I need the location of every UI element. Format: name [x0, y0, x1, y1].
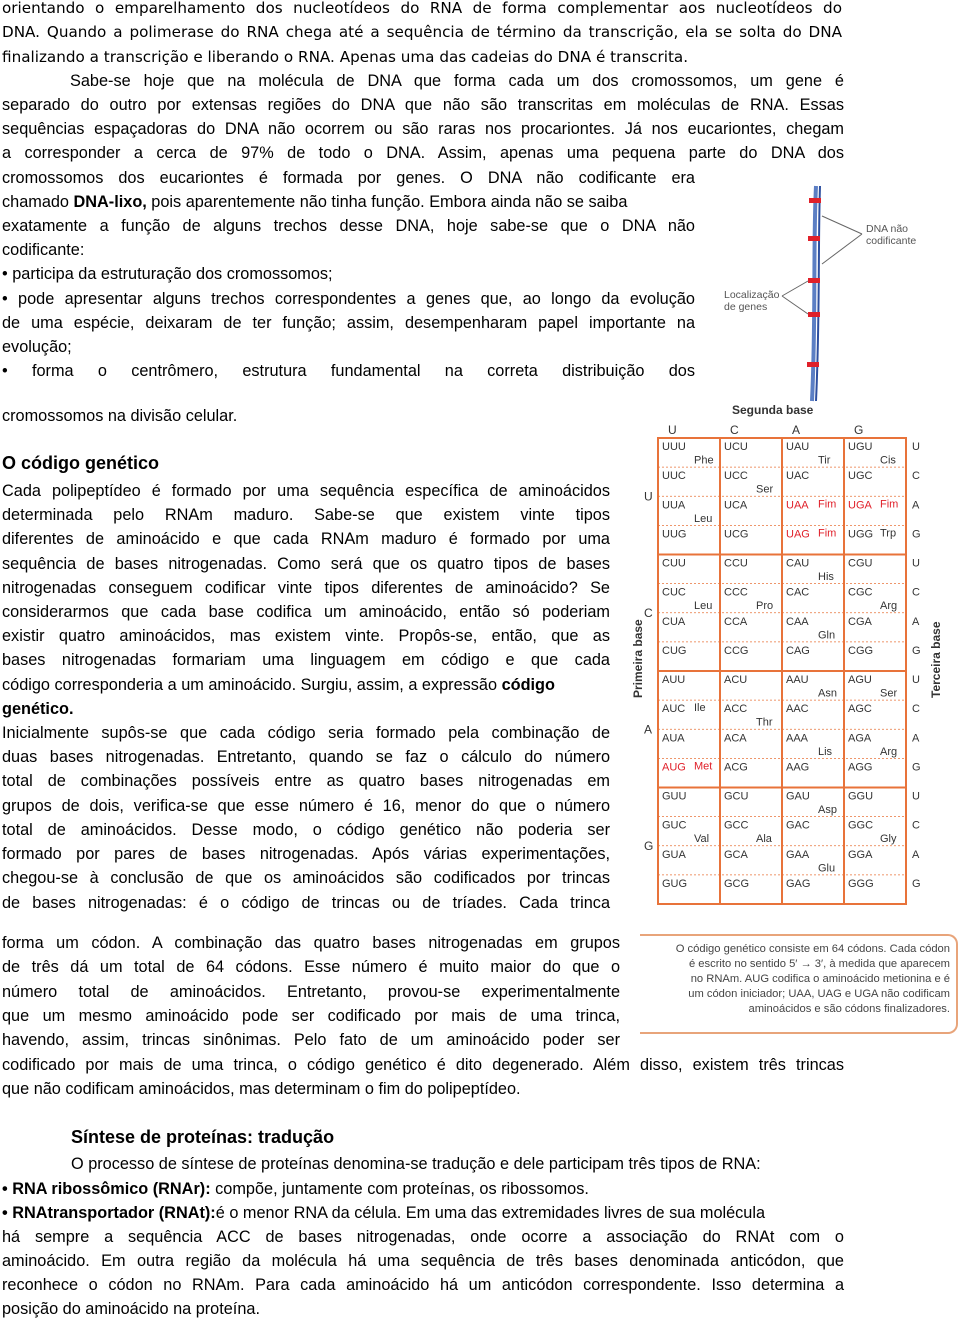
text-line: evolução;	[2, 338, 72, 356]
text-line: aminoácido. Em outra região da molécula há uma sequência de três bases denominada anticódon, que	[2, 1252, 844, 1270]
label-genes: Localização	[724, 289, 780, 301]
codon-label: GUU	[662, 790, 687, 803]
third-base-label: A	[912, 732, 920, 745]
codon-label: GUA	[662, 848, 686, 861]
codon-label: CCU	[724, 557, 748, 570]
bullet-item: • participa da estruturação dos cromossomos;	[2, 265, 333, 283]
third-base-label: A	[912, 615, 920, 628]
codon-label: AAU	[786, 674, 809, 686]
text-line: Cada polipeptídeo é formado por uma sequência específica de aminoácidos	[2, 482, 610, 500]
text-line: forma um códon. A combinação das quatro bases nitrogenadas em grupos	[2, 934, 620, 952]
codon-label: GAA	[786, 848, 810, 861]
codon-label: UUU	[662, 441, 686, 453]
row-base-label: A	[644, 722, 653, 737]
text-line: DNA. Quando a polimerase do RNA chega até a sequência de término da transcrição, ela se solta do DNA	[2, 23, 842, 41]
trna-label: • RNAtransportador (RNAt):	[2, 1204, 216, 1222]
codon-label: GGC	[848, 819, 874, 832]
text-line: cromossomos na divisão celular.	[2, 407, 238, 425]
codon-label: UUG	[662, 528, 687, 541]
text-line: formado por pares de bases nitrogenadas. Após várias experimentações,	[2, 845, 610, 863]
codon-label: CAC	[786, 586, 810, 599]
table-title-second: Segunda base	[732, 403, 814, 417]
label-noncoding: DNA não	[866, 223, 909, 235]
codon-label: UAG	[786, 528, 810, 541]
amino-acid-label: Thr	[756, 716, 773, 729]
codon-label: GCA	[724, 848, 748, 861]
codon-label: AUU	[662, 674, 686, 686]
third-base-label: C	[912, 586, 920, 599]
row-base-label: U	[644, 489, 653, 504]
amino-acid-label: Tir	[818, 454, 831, 467]
text-line: nitrogenadas conseguem codificar vinte tipos diferentes de aminoácido? Se	[2, 578, 610, 597]
text-line: chegou-se à conclusão de que os aminoácidos são codificados por trincas	[2, 869, 610, 887]
codon-label: ACA	[724, 732, 747, 745]
codon-label: UCC	[724, 470, 748, 483]
codon-label: UAC	[786, 470, 810, 483]
amino-acid-label: Val	[694, 833, 710, 846]
text-line: que um mesmo aminoácido pode ser codificado por mais de uma trinca,	[2, 1007, 620, 1025]
text-span: código corresponderia a um aminoácido. Surgiu, assim, a expressão	[2, 676, 502, 694]
text-line: duas bases nitrogenadas. Entretanto, quando se faz o cálculo do número	[2, 748, 610, 766]
codon-label: UCG	[724, 528, 749, 541]
text-line: de uma espécie, deixaram de ter função; assim, desempenharam papel importante na	[2, 314, 695, 332]
amino-acid-label: Leu	[694, 600, 713, 613]
text-line: havendo, assim, trincas sinônimas. Pelo fato de um aminoácido poder ser	[2, 1031, 620, 1049]
pointer-line	[782, 296, 808, 314]
text-line: Sabe-se hoje que na molécula de DNA que forma cada um dos cromossomos, um gene é	[70, 72, 844, 90]
text-line: que não codificam aminoácidos, mas determinam o fim do polipeptídeo.	[2, 1080, 521, 1098]
amino-acid-label: Arg	[880, 600, 898, 613]
dna-lixo-term: DNA-lixo,	[73, 193, 147, 211]
amino-acid-label: Phe	[694, 454, 714, 467]
codon-label: CGA	[848, 615, 872, 628]
third-base-label: G	[912, 644, 921, 657]
codon-label: CUA	[662, 615, 686, 628]
bullet-item: • forma o centrômero, estrutura fundamental na correta distribuição dos	[2, 362, 695, 380]
codon-label: UUA	[662, 499, 686, 512]
codon-label: CUG	[662, 644, 687, 657]
codon-label: UAU	[786, 441, 810, 453]
third-base-label: G	[912, 877, 921, 890]
col-base-label: G	[854, 423, 864, 437]
amino-acid-label: Gly	[880, 833, 897, 846]
codon-label: AAG	[786, 761, 810, 774]
codon-label: UGG	[848, 528, 874, 541]
text-line	[2, 673, 555, 697]
pointer-line	[822, 234, 862, 264]
text-line: finalizando a transcrição e liberando o RNA. Apenas uma das cadeias do DNA é transcrita.	[2, 48, 689, 66]
codon-label: UGC	[848, 470, 873, 483]
codon-table-caption: O código genético consiste em 64 códons. Cada códon é escrito no sentido 5′ → 3′, à medida que aparecem no RNAm. AUG codifica o aminoácido metionina e é um códon iniciador; UAA, UAG e UGA não codificam aminoácidos e são códons finalizadores.	[640, 934, 958, 1034]
chromosome-strand	[812, 186, 816, 401]
text-line: codificado por mais de uma trinca, o código genético é dito degenerado. Além disso, existem três trincas	[2, 1056, 844, 1074]
codon-label: ACU	[724, 674, 748, 686]
codon-label: GUG	[662, 877, 688, 890]
text-line: de bases nitrogenadas: é o código de trincas ou de tríades. Cada trinca	[2, 894, 610, 912]
codon-label: CCA	[724, 615, 748, 628]
text-line: existir quatro aminoácidos, mas existem vinte. Propôs-se, então, que as	[2, 627, 610, 646]
text-span: compõe, juntamente com proteínas, os ribossomos.	[210, 1180, 589, 1198]
third-base-label: U	[912, 790, 920, 803]
pointer-line	[822, 216, 862, 234]
text-line: separado do outro por extensas regiões do DNA que não são transcritas em moléculas de RNA. Essas	[2, 96, 844, 114]
amino-acid-label: Lis	[818, 745, 833, 758]
amino-acid-label: Gln	[818, 629, 836, 642]
text-line: determinada pelo RNAm maduro. Sabe-se que existem vinte tipos	[2, 506, 610, 525]
third-base-label: A	[912, 848, 920, 861]
amino-acid-label: His	[818, 571, 834, 584]
amino-acid-label: Pro	[756, 600, 774, 613]
codon-label: UGA	[848, 499, 872, 512]
label-noncoding: codificante	[866, 235, 917, 247]
text-line: há sempre a sequência ACC de bases nitrogenadas, onde ocorre a associação do RNAt com o	[2, 1228, 844, 1246]
bullet-item: • pode apresentar alguns trechos correspondentes a genes que, ao longo da evolução	[2, 290, 695, 308]
col-base-label: A	[792, 423, 801, 437]
text-span: chamado	[2, 193, 74, 211]
row-base-label: C	[644, 605, 653, 620]
text-line: número total de aminoácidos. Entretanto, provou-se experimentalmente	[2, 983, 620, 1001]
bullet-item	[2, 1201, 765, 1225]
text-line: considerarmos que cada base codifica um aminoácido, então só poderiam	[2, 603, 610, 621]
text-line: cromossomos dos eucariontes é formada por genes. O DNA não codificante era	[2, 169, 695, 187]
codon-label: GAG	[786, 877, 811, 890]
gene-marker	[807, 362, 819, 367]
codon-label: AGG	[848, 761, 873, 774]
third-base-label: C	[912, 470, 920, 483]
codon-label: AGC	[848, 703, 872, 716]
codon-label: CGG	[848, 644, 874, 657]
text-line: O processo de síntese de proteínas denomina-se tradução e dele participam três tipos de RNA:	[71, 1155, 761, 1173]
codon-label: ACC	[724, 703, 748, 716]
col-base-label: C	[730, 423, 739, 437]
text-line: reconhece o códon no RNAm. Para cada aminoácido há um anticódon correspondente. Isso determina a	[2, 1276, 844, 1294]
amino-acid-label: Fim	[818, 498, 837, 511]
amino-acid-label: Met	[694, 760, 713, 773]
text-line: a corresponder a cerca de 97% de todo o DNA. Assim, apenas uma pequena parte do DNA dos	[2, 144, 844, 162]
text-span: pois aparentemente não tinha função. Embora ainda não se saiba	[146, 193, 628, 211]
codon-label: GCU	[724, 790, 749, 803]
codon-label: GAU	[786, 790, 810, 803]
gene-marker	[809, 198, 821, 203]
amino-acid-label: Ala	[756, 833, 772, 846]
codon-label: GCC	[724, 819, 749, 832]
codon-label: UCU	[724, 441, 748, 453]
codigo-term: código	[501, 676, 555, 694]
codon-label: UCA	[724, 499, 748, 512]
chromosome-figure	[700, 186, 950, 401]
rrna-label: • RNA ribossômico (RNAr):	[2, 1180, 211, 1198]
gene-marker	[808, 312, 820, 317]
bullet-item	[2, 1177, 589, 1201]
amino-acid-label: Ile	[694, 702, 706, 715]
codon-label: AAC	[786, 703, 809, 716]
codon-label: GUC	[662, 819, 687, 832]
text-span: é o menor RNA da célula. Em uma das extremidades livres de sua molécula	[215, 1204, 766, 1222]
text-line: de três dá um total de 64 códons. Esse número é muito maior do que o	[2, 958, 620, 976]
text-line: posição do aminoácido na proteína.	[2, 1300, 260, 1318]
codon-label: CAU	[786, 557, 810, 570]
amino-acid-label: Cis	[880, 454, 896, 467]
codon-label: AAA	[786, 732, 809, 745]
codon-label: CUU	[662, 557, 686, 570]
codon-label: CAG	[786, 644, 810, 657]
section-heading: O código genético	[2, 453, 160, 473]
amino-acid-label: Glu	[818, 862, 836, 875]
codon-label: AGA	[848, 732, 872, 745]
amino-acid-label: Trp	[880, 527, 897, 540]
amino-acid-label: Asp	[818, 804, 837, 817]
gene-marker	[808, 236, 820, 241]
text-line: Inicialmente supôs-se que cada código seria formado pela combinação de	[2, 724, 610, 742]
codon-label: CAA	[786, 615, 809, 628]
third-base-label: U	[912, 557, 920, 570]
codon-table	[628, 398, 943, 918]
table-title-first: Primeira base	[631, 619, 645, 698]
third-base-label: G	[912, 761, 921, 774]
gene-marker	[808, 278, 820, 283]
third-base-label: A	[912, 499, 920, 512]
codon-label: CCC	[724, 586, 748, 599]
amino-acid-label: Arg	[880, 745, 898, 758]
third-base-label: U	[912, 441, 920, 453]
third-base-label: C	[912, 819, 920, 832]
third-base-label: U	[912, 674, 920, 686]
amino-acid-label: Ser	[756, 483, 774, 496]
codon-label: AUC	[662, 703, 686, 716]
text-line: sequências espaçadoras do DNA não ocorrem ou são raras nos procariontes. Já nos eucariontes, chegam	[2, 120, 844, 138]
label-genes: de genes	[724, 301, 768, 313]
codon-label: UGU	[848, 441, 873, 453]
col-base-label: U	[668, 423, 677, 437]
text-line: orientando o emparelhamento dos nucleotídeos do RNA de forma complementar aos nucleotídeos do	[2, 0, 842, 17]
codon-label: CGC	[848, 586, 873, 599]
text-line: genético.	[2, 700, 74, 718]
row-base-label: G	[644, 838, 654, 853]
table-title-third: Terceira base	[929, 621, 943, 698]
codon-label: AUG	[662, 761, 686, 774]
text-line: bases nitrogenadas formariam uma linguagem em código e que cada	[2, 651, 610, 670]
amino-acid-label: Leu	[694, 512, 713, 525]
pointer-line	[782, 281, 808, 296]
text-line: diferentes de aminoácido e que cada RNAm maduro é formado por uma	[2, 530, 610, 549]
codon-label: AUA	[662, 732, 685, 745]
codon-label: GCG	[724, 877, 750, 890]
third-base-label: C	[912, 703, 920, 716]
codon-label: UUC	[662, 470, 686, 483]
codon-label: AGU	[848, 674, 872, 686]
codon-label: GGU	[848, 790, 874, 803]
text-line: grupos de dois, verifica-se que esse número é 16, menor do que o número	[2, 797, 610, 815]
text-line: sequência de bases nitrogenadas. Como será que os quatro tipos de bases	[2, 554, 610, 573]
text-line: exatamente a função de alguns trechos desse DNA, hoje sabe-se que o DNA não	[2, 217, 695, 235]
amino-acid-label: Fim	[880, 498, 899, 511]
amino-acid-label: Ser	[880, 687, 898, 700]
codon-label: CUC	[662, 586, 686, 599]
third-base-label: G	[912, 528, 921, 541]
amino-acid-label: Asn	[818, 687, 837, 700]
codon-label: GGG	[848, 877, 874, 890]
codon-label: GAC	[786, 819, 810, 832]
text-line: total de combinações possíveis entre as quatro bases nitrogenadas em	[2, 772, 610, 790]
text-line: total de aminoácidos. Desse modo, o código genético não poderia ser	[2, 821, 610, 839]
text-line	[2, 190, 627, 214]
codon-label: CCG	[724, 644, 749, 657]
section-heading: Síntese de proteínas: tradução	[71, 1127, 335, 1147]
codon-label: CGU	[848, 557, 873, 570]
text-line: codificante:	[2, 241, 85, 259]
codon-label: GGA	[848, 848, 873, 861]
codon-label: ACG	[724, 761, 748, 774]
codon-label: UAA	[786, 499, 809, 512]
amino-acid-label: Fim	[818, 527, 837, 540]
